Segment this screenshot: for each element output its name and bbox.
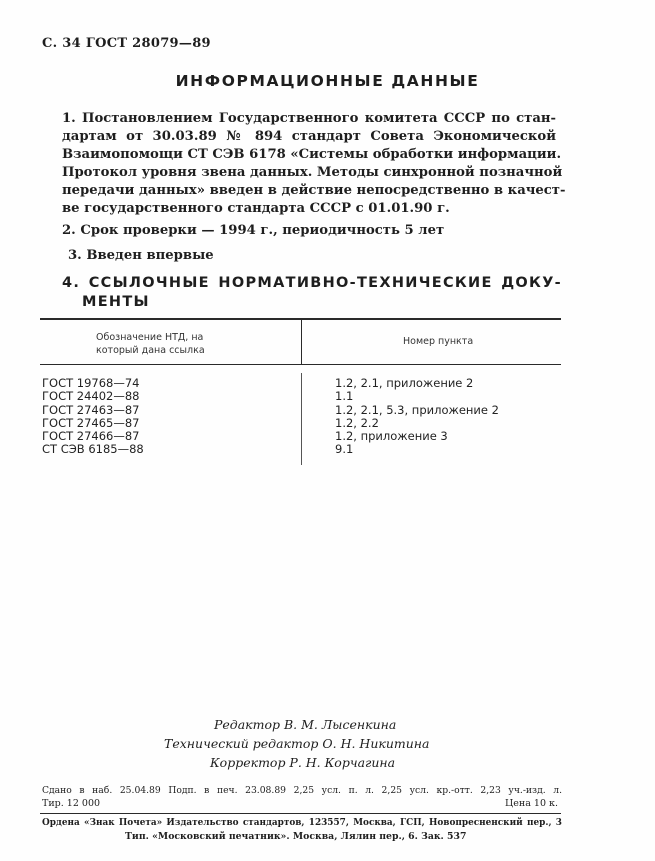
editorial-credits [164,715,429,772]
table-row-document: ГОСТ 27465—87 [42,415,140,430]
item-1-decree [62,110,566,218]
section-title: ИНФОРМАЦИОННЫЕ ДАННЫЕ [175,72,480,90]
table-body-divider [301,373,302,465]
table-row-clause: 1.2, 2.1, 5.3, приложение 2 [335,402,499,417]
item-4-line-1: 4. ССЫЛОЧНЫЕ НОРМАТИВНО-ТЕХНИЧЕСКИЕ ДОКУ- [62,275,562,291]
item-4-line-2: МЕНТЫ [82,294,150,310]
table-row-document: СТ СЭВ 6185—88 [42,442,144,457]
item-1-line: Протокол уровня звена данных. Методы синхронной позначной [62,165,563,180]
table-header-divider [301,319,302,365]
table-row-clause: 9.1 [335,442,354,457]
column-header-clause: Номер пункта [403,336,474,347]
table-column-clauses [335,377,499,457]
column-header-document-line: который дана ссылка [96,345,205,356]
item-1-line: ве государственного стандарта СССР с 01.01.90 г. [62,201,450,216]
imprint-line-1: Сдано в наб. 25.04.89 Подп. в печ. 23.08.89 2,25 усл. п. л. 2,25 усл. кр.-отт. 2,23 уч.-изд. л. [42,785,562,796]
item-1-line: дартам от 30.03.89 № 894 стандарт Совета Экономической [62,129,556,144]
table-row-clause: 1.2, 2.1, приложение 2 [335,376,474,390]
imprint-rule [40,813,561,814]
column-header-document-line: Обозначение НТД, на [96,332,204,343]
item-2-review-period: 2. Срок проверки — 1994 г., периодичность 5 лет [62,223,445,238]
technical-editor-credit: Технический редактор О. Н. Никитина [164,736,430,751]
table-row-document: ГОСТ 27466—87 [42,429,140,444]
printer-line: Тип. «Московский печатник». Москва, Лялин пер., 6. Зак. 537 [125,831,467,842]
table-row-clause: 1.1 [335,389,354,404]
corrector-credit: Корректор Р. Н. Корчагина [210,755,396,770]
page-header: С. 34 ГОСТ 28079—89 [42,36,211,51]
imprint-price: Цена 10 к. [505,798,558,809]
table-row-clause: 1.2, приложение 3 [335,429,448,444]
table-row-document: ГОСТ 27463—87 [42,402,140,417]
editor-credit: Редактор В. М. Лысенкина [214,717,397,732]
item-1-line: Взаимопомощи СТ СЭВ 6178 «Системы обработки информации. [62,147,562,162]
table-row-document: ГОСТ 24402—88 [42,389,140,404]
table-column-documents [42,377,144,457]
column-header-document [96,331,205,357]
table-row-document: ГОСТ 19768—74 [42,376,140,390]
item-1-line: передачи данных» введен в действие непосредственно в качест- [62,183,566,198]
publisher-line: Ордена «Знак Почета» Издательство стандартов, 123557, Москва, ГСП, Новопресненский пер., 3 [42,818,562,828]
item-3-introduced: 3. Введен впервые [68,248,214,263]
table-row-clause: 1.2, 2.2 [335,415,379,430]
imprint-circulation: Тир. 12 000 [42,798,101,809]
item-4-references-heading [62,274,562,312]
table-header-rule [40,364,561,365]
item-1-line: 1. Постановлением Государственного комитета СССР по стан- [62,111,556,126]
